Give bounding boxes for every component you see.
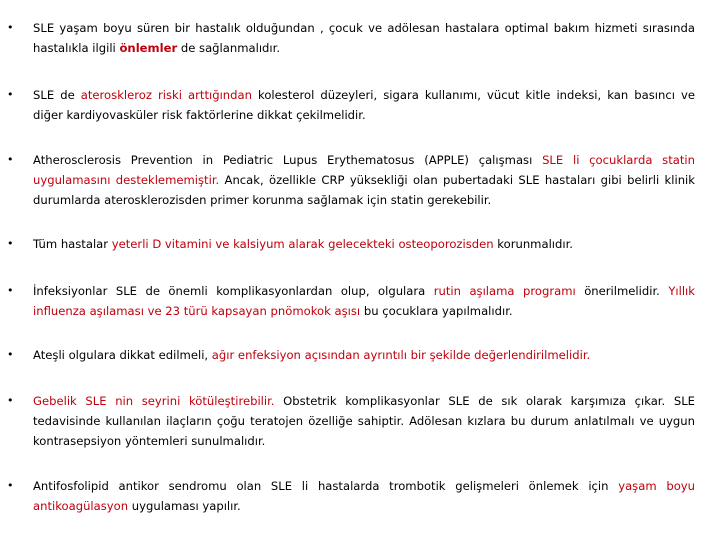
highlight-text: ateroskleroz riski arttığından — [80, 88, 252, 102]
body-text: korunmalıdır. — [493, 237, 573, 251]
body-text: kolesterol düzeyleri, sigara kullanımı, vücut kitle indeksi, kan basıncı ve diğer kardiyovasküler risk faktörlerine dikkat çekilmelidir. — [33, 88, 695, 122]
item-text — [33, 281, 695, 321]
highlight-text: SLE li çocuklarda statin uygulamasını desteklememiştir. — [33, 153, 695, 187]
item-text — [33, 476, 695, 516]
bullet-icon: • — [7, 348, 14, 361]
body-text: önerilmelidir. — [575, 284, 669, 298]
body-text: Antifosfolipid antikor sendromu olan SLE li hastalarda trombotik gelişmeleri önlemek için — [33, 479, 619, 493]
bullet-icon: • — [7, 88, 14, 101]
item-text — [33, 150, 695, 210]
body-text: Ateşli olgulara dikkat edilmeli, — [33, 348, 212, 362]
highlight-text: yaşam boyu antikoagülasyon — [33, 479, 695, 513]
item-text — [33, 85, 695, 125]
body-text: SLE de — [33, 88, 81, 102]
bullet-icon: • — [7, 284, 14, 297]
body-text: Atherosclerosis Prevention in Pediatric Lupus Erythematosus (APPLE) çalışması — [33, 153, 543, 167]
body-text: Ancak, özellikle CRP yüksekliği olan pubertadaki SLE hastaları gibi belirli klinik durumlarda aterosklerozisden primer korunma sağlamak için statin gerekebilir. — [33, 173, 695, 207]
body-text: bu çocuklara yapılmalıdır. — [360, 304, 513, 318]
body-text: de sağlanmalıdır. — [177, 41, 281, 55]
item-text — [33, 234, 695, 254]
highlight-text: rutin aşılama programı — [433, 284, 576, 298]
highlight-text: Yıllık influenza aşılaması ve 23 türü kapsayan pnömokok aşısı — [33, 284, 695, 318]
highlight-text: yeterli D vitamini ve kalsiyum alarak gelecekteki osteoporozisden — [111, 237, 494, 251]
body-text: Tüm hastalar — [33, 237, 112, 251]
item-text — [33, 345, 695, 365]
body-text: Obstetrik komplikasyonlar SLE de sık olarak karşımıza çıkar. SLE tedavisinde kullanılan ilaçların çoğu teratojen özelliğe sahiptir. Adölesan kızlara bu durum anlatılmalı ve uygun kontrasepsiyon yöntemleri sunulmalıdır. — [33, 394, 695, 448]
body-text: SLE yaşam boyu süren bir hastalık olduğundan , çocuk ve adölesan hastalara optimal bakım hizmeti sırasında hastalıkla ilgili — [33, 21, 695, 55]
item-text — [33, 18, 695, 58]
bullet-icon: • — [7, 394, 14, 407]
bullet-icon: • — [7, 153, 14, 166]
body-text: uygulaması yapılır. — [128, 499, 241, 513]
bullet-icon: • — [7, 237, 14, 250]
bullet-icon: • — [7, 21, 14, 34]
bullet-icon: • — [7, 479, 14, 492]
highlight-text: ağır enfeksiyon açısından ayrıntılı bir şekilde değerlendirilmelidir. — [211, 348, 591, 362]
highlight-text: Gebelik SLE nin seyrini kötüleştirebilir. — [33, 394, 275, 408]
highlight-text: önlemler — [119, 41, 178, 55]
body-text: İnfeksiyonlar SLE de önemli komplikasyonlardan olup, olgulara — [33, 284, 434, 298]
item-text — [33, 391, 695, 451]
